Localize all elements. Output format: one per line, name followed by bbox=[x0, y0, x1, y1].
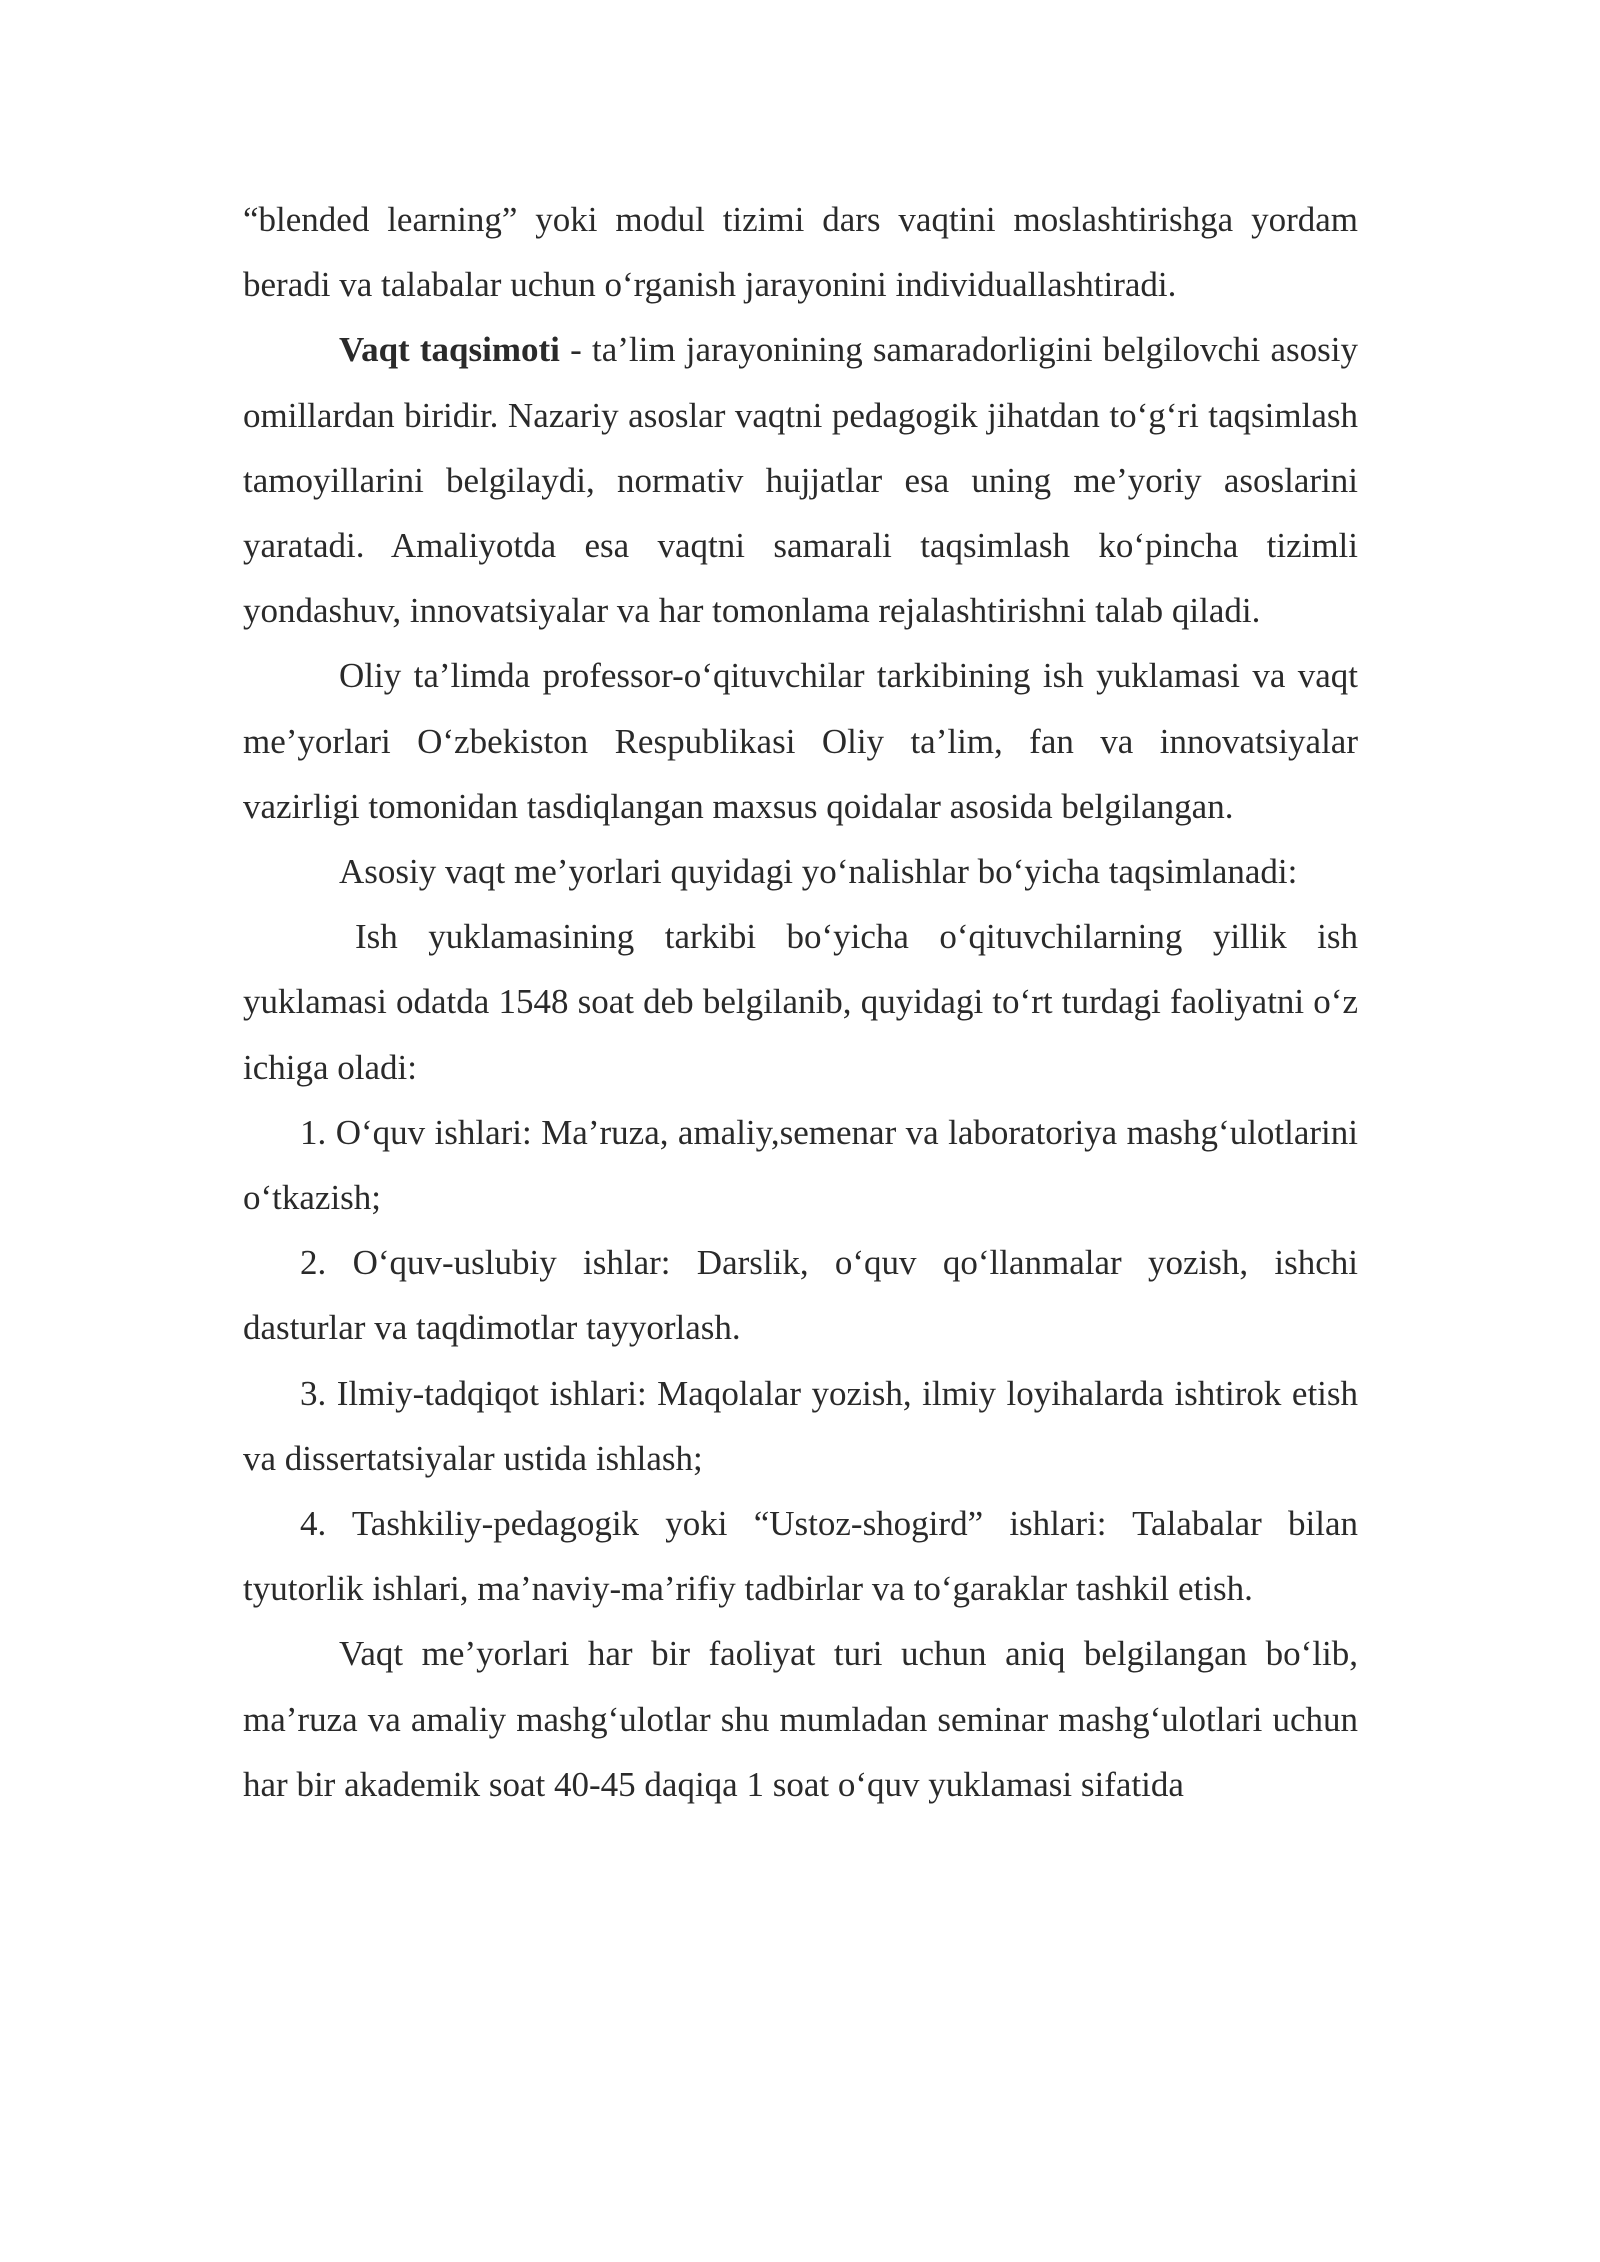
paragraph-text: Oliy ta’limda professor-o‘qituvchilar tarkibining ish yuklamasi va vaqt me’yorlari O‘zbekiston Respublikasi Oliy ta’lim, fan va innovatsiyalar vazirligi tomonidan tasdiqlangan maxsus qoidalar asosida belgilangan. bbox=[243, 656, 1358, 826]
list-item-number: 4. bbox=[300, 1504, 327, 1544]
list-item-number: 2. bbox=[300, 1243, 327, 1283]
paragraph-text: “blended learning” yoki modul tizimi dars vaqtini moslashtirishga yordam beradi va talabalar uchun o‘rganish jarayonini individuallashtiradi. bbox=[243, 200, 1358, 305]
paragraph-text: Asosiy vaqt me’yorlari quyidagi yo‘nalishlar bo‘yicha taqsimlanadi: bbox=[339, 852, 1298, 892]
paragraph-text: Vaqt me’yorlari har bir faoliyat turi uchun aniq belgilangan bo‘lib, ma’ruza va amaliy mashg‘ulotlar shu mumladan seminar mashg‘ulotlari uchun har bir akademik soat 40-45 daqiqa 1 soat o‘quv yuklamasi sifatida bbox=[243, 1634, 1358, 1804]
list-item-text: Ilmiy-tadqiqot ishlari: Maqolalar yozish, ilmiy loyihalarda ishtirok etish va dissertatsiyalar ustida ishlash; bbox=[243, 1373, 1359, 1478]
paragraph-vaqt-meyorlari bbox=[243, 1621, 1358, 1817]
list-item-text: O‘quv-uslubiy ishlar: Darslik, o‘quv qo‘llanmalar yozish, ishchi dasturlar va taqdimotlar tayyorlash. bbox=[243, 1243, 1359, 1348]
list-item-number: 1. bbox=[300, 1112, 327, 1152]
document-body bbox=[243, 187, 1358, 1817]
paragraph-intro-continuation bbox=[243, 187, 1358, 317]
paragraph-ish-yuklamasi bbox=[243, 904, 1358, 1100]
paragraph-asosiy-vaqt bbox=[243, 839, 1358, 904]
list-item bbox=[243, 1230, 1358, 1360]
list-item-number: 3. bbox=[300, 1373, 327, 1413]
paragraph-text: Ish yuklamasining tarkibi bo‘yicha o‘qituvchilarning yillik ish yuklamasi odatda 1548 soat deb belgilanib, quyidagi to‘rt turdagi faoliyatni o‘z ichiga oladi: bbox=[243, 917, 1358, 1087]
paragraph-text: - ta’lim jarayonining samaradorligini belgilovchi asosiy omillardan biridir. Nazariy asoslar vaqtni pedagogik jihatdan to‘g‘ri taqsimlash tamoyillarini belgilaydi, normativ hujjatlar esa uning me’yoriy asoslarini yaratadi. Amaliyotda esa vaqtni samarali taqsimlash ko‘pincha tizimli yondashuv, innovatsiyalar va har tomonlama rejalashtirishni talab qiladi. bbox=[243, 330, 1358, 631]
paragraph-vaqt-taqsimoti bbox=[243, 317, 1358, 643]
paragraph-bold-lead: Vaqt taqsimoti bbox=[339, 330, 560, 370]
list-item bbox=[243, 1491, 1358, 1621]
list-item bbox=[243, 1100, 1358, 1230]
list-item bbox=[243, 1361, 1358, 1491]
list-item-text: O‘quv ishlari: Ma’ruza, amaliy,semenar va laboratoriya mashg‘ulotlarini o‘tkazish; bbox=[243, 1112, 1358, 1218]
paragraph-oliy-talim bbox=[243, 643, 1358, 839]
list-item-text: Tashkiliy-pedagogik yoki “Ustoz-shogird” ishlari: Talabalar bilan tyutorlik ishlari, ma’naviy-ma’rifiy tadbirlar va to‘garaklar tashkil etish. bbox=[243, 1504, 1358, 1609]
